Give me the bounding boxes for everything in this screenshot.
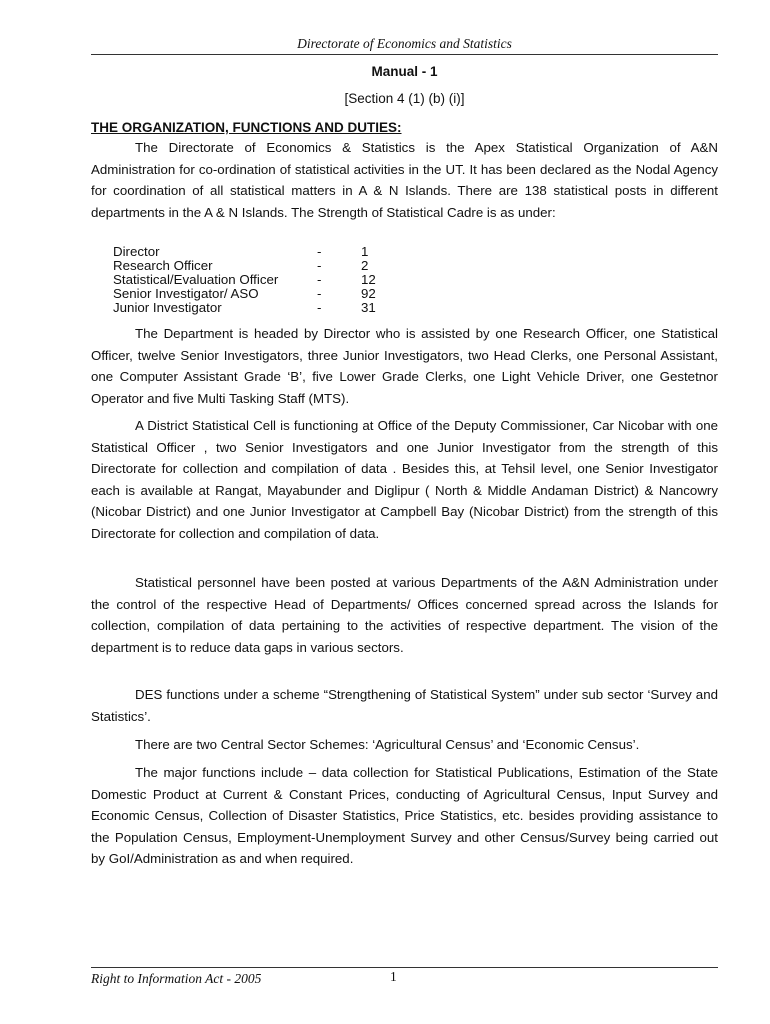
footer-text: Right to Information Act - 2005: [91, 971, 262, 986]
cadre-count: 2: [361, 258, 369, 273]
cadre-row: [113, 301, 433, 315]
paragraph-department-staff: The Department is headed by Director who is assisted by one Research Officer, one Statistical Officer, twelve Senior Investigators, three Junior Investigators, two Head Clerks, one Personal Assistant, one Computer Assistant Grade ‘B’, five Lower Grade Clerks, one Light Vehicle Driver, one Gestetnor Operator and five Multi Tasking Staff (MTS).: [91, 326, 718, 406]
cadre-row: [113, 259, 433, 273]
cadre-row: [113, 273, 433, 287]
paragraph-major-functions: The major functions include – data collection for Statistical Publications, Estimation of the State Domestic Product at Current & Constant Prices, conducting of Agricultural Census, Input Survey and Economic Census, Collection of Disaster Statistics, Price Statistics, etc. besides providing assistance to the Population Census, Employment-Unemployment Survey and other Census/Survey being carried out by GoI/Administration as and when required.: [91, 765, 718, 866]
paragraph-statistical-personnel: Statistical personnel have been posted at various Departments of the A&N Administration under the control of the respective Head of Departments/ Offices concerned spread across the Islands for collection, compilation of data pertaining to the activities of respective department. The vision of the department is to reduce data gaps in various sectors.: [91, 575, 718, 655]
cadre-row: [113, 245, 433, 259]
cadre-post: Senior Investigator/ ASO: [113, 286, 259, 301]
cadre-count: 92: [361, 286, 376, 301]
cadre-separator: -: [317, 300, 322, 315]
paragraph-intro: The Directorate of Economics & Statistics is the Apex Statistical Organization of A&N Administration for co-ordination of statistical activities in the UT. It has been declared as the Nodal Agency for coordination of all statistical matters in A & N Islands. There are 138 statistical posts in different departments in the A & N Islands. The Strength of Statistical Cadre is as under:: [91, 140, 718, 220]
cadre-post: Director: [113, 244, 160, 259]
cadre-separator: -: [317, 244, 322, 259]
cadre-post: Junior Investigator: [113, 300, 222, 315]
manual-title: Manual - 1: [371, 64, 438, 79]
page-number: 1: [390, 969, 397, 984]
cadre-separator: -: [317, 258, 322, 273]
cadre-row: [113, 287, 433, 301]
cadre-count: 31: [361, 300, 376, 315]
cadre-list: [113, 245, 433, 315]
cadre-separator: -: [317, 286, 322, 301]
section-reference: [Section 4 (1) (b) (i)]: [344, 91, 465, 106]
cadre-count: 1: [361, 244, 369, 259]
paragraph-central-schemes: There are two Central Sector Schemes: ‘Agricultural Census’ and ‘Economic Census’.: [135, 737, 640, 752]
paragraph-district-cell: A District Statistical Cell is functioning at Office of the Deputy Commissioner, Car Nicobar with one Statistical Officer , two Senior Investigators and one Junior Investigator from the strength of this Directorate for collection and compilation of data . Besides this, at Tehsil level, one Senior Investigator each is available at Rangat, Mayabunder and Diglipur ( North & Middle Andaman District) & Nancowry (Nicobar District) and one Junior Investigator at Campbell Bay (Nicobar District) from the strength of this Directorate for collection and compilation of data.: [91, 418, 718, 541]
header-rule: [91, 54, 718, 55]
footer-rule: [91, 967, 718, 968]
section-heading: THE ORGANIZATION, FUNCTIONS AND DUTIES:: [91, 120, 402, 135]
cadre-post: Statistical/Evaluation Officer: [113, 272, 279, 287]
running-header: Directorate of Economics and Statistics: [297, 36, 512, 51]
cadre-count: 12: [361, 272, 376, 287]
paragraph-scheme: DES functions under a scheme “Strengthening of Statistical System” under sub sector ‘Survey and Statistics’.: [91, 687, 718, 724]
cadre-post: Research Officer: [113, 258, 213, 273]
cadre-separator: -: [317, 272, 322, 287]
